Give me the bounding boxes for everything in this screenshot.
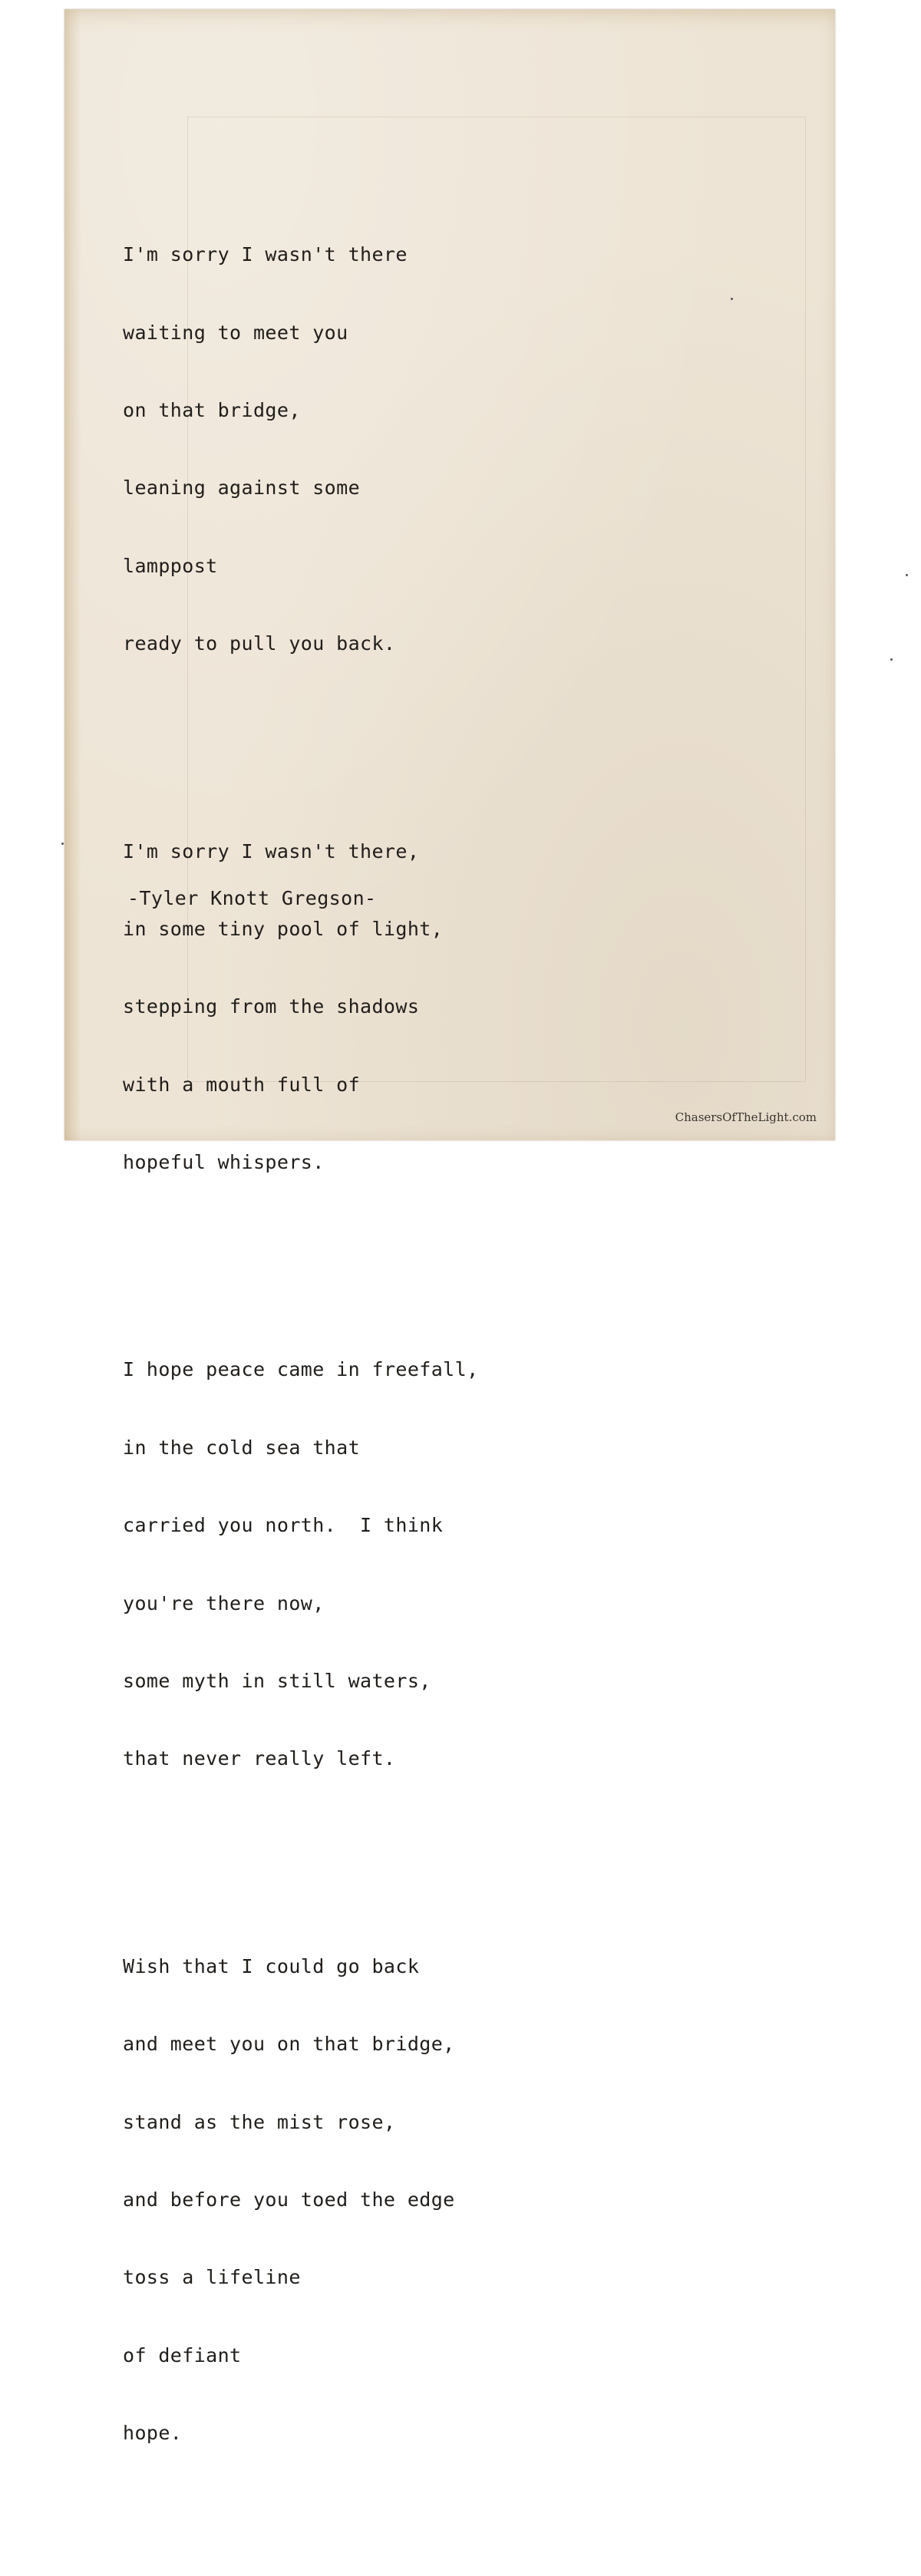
poem-body xyxy=(123,138,479,2576)
poem-stanza-2 xyxy=(123,787,479,1228)
poem-line: I'm sorry I wasn't there, xyxy=(123,839,420,863)
poem-line: toss a lifeline xyxy=(123,2266,301,2289)
poem-stanza-4 xyxy=(123,1901,479,2498)
poem-line: some myth in still waters, xyxy=(123,1670,431,1693)
poem-line: with a mouth full of xyxy=(123,1073,361,1096)
poem-stanza-3 xyxy=(123,1305,479,1824)
site-watermark: ChasersOfTheLight.com xyxy=(675,1110,817,1124)
poem-line: I hope peace came in freefall, xyxy=(123,1358,479,1381)
poem-line: in the cold sea that xyxy=(123,1436,361,1459)
ink-speck xyxy=(906,574,908,576)
poem-line: and before you toed the edge xyxy=(123,2188,455,2211)
poem-line: carried you north. I think xyxy=(123,1514,444,1537)
poem-stanza-1 xyxy=(123,190,479,709)
poem-line: hope. xyxy=(123,2422,183,2445)
poem-line: Wish that I could go back xyxy=(123,1954,420,1977)
poem-line: I'm sorry I wasn't there xyxy=(123,243,408,266)
ink-speck xyxy=(731,298,733,300)
poem-line: stepping from the shadows xyxy=(123,995,420,1018)
poem-line: hopeful whispers. xyxy=(123,1151,325,1174)
ink-speck xyxy=(61,843,64,845)
poem-line: that never really left. xyxy=(123,1747,396,1770)
poem-line: waiting to meet you xyxy=(123,321,348,344)
poem-line: you're there now, xyxy=(123,1591,325,1615)
poem-line: on that bridge, xyxy=(123,398,301,421)
poem-line: lamppost xyxy=(123,554,218,577)
poem-signature: -Tyler Knott Gregson- xyxy=(127,887,377,909)
ink-speck xyxy=(890,658,893,661)
poem-line: leaning against some xyxy=(123,477,361,500)
poem-line: stand as the mist rose, xyxy=(123,2110,396,2133)
poem-line: in some tiny pool of light, xyxy=(123,917,444,940)
poem-line: ready to pull you back. xyxy=(123,632,396,655)
poem-line: of defiant xyxy=(123,2343,242,2367)
poem-line: and meet you on that bridge, xyxy=(123,2033,455,2056)
